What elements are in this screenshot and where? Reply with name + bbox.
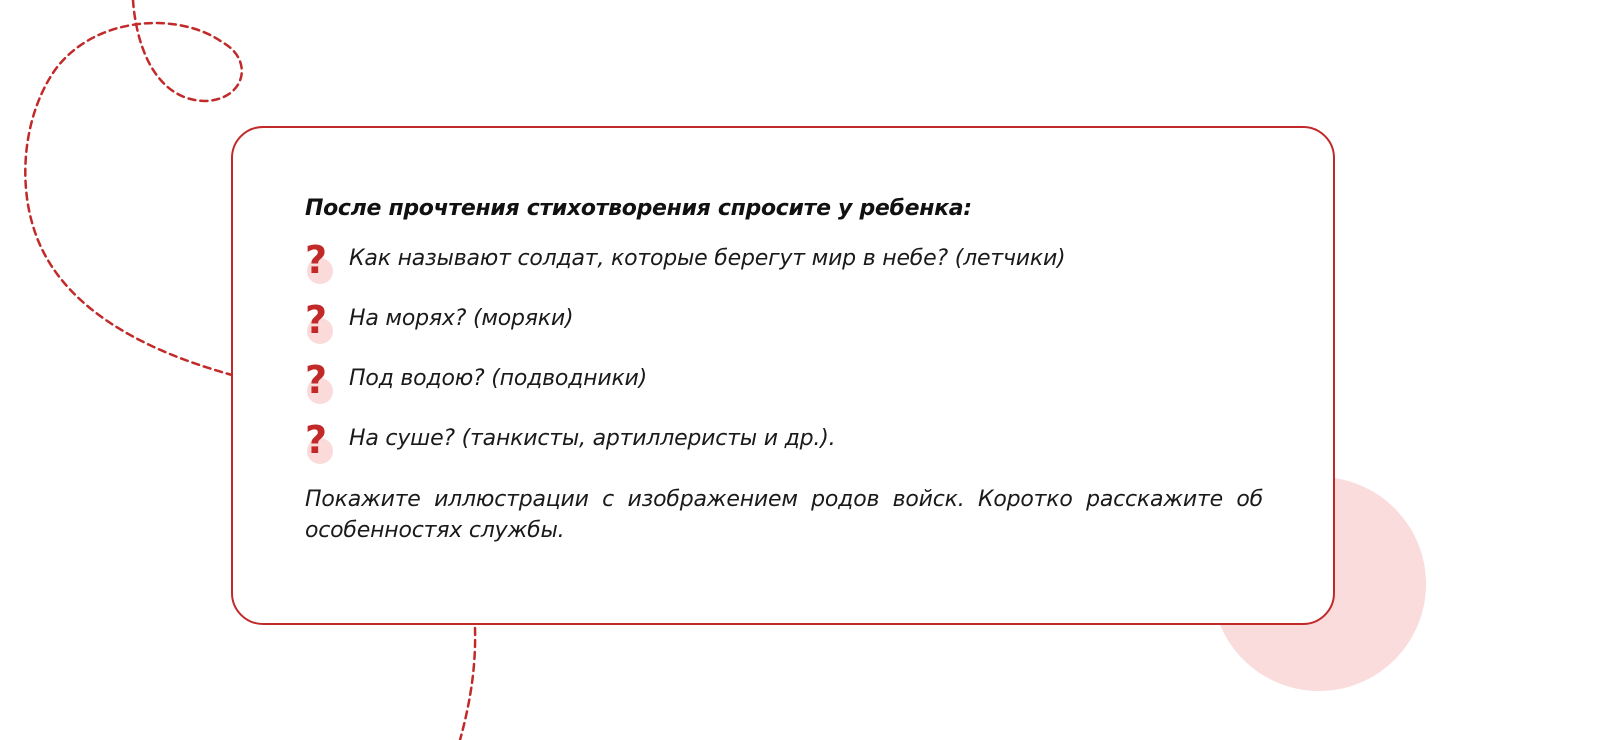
closing-paragraph: Покажите иллюстрации с изображением родов войск. Коротко расскажите об особенностях службы. (305, 487, 1263, 543)
question-text: Как называют солдат, которые берегут мир в небе? (летчики) (349, 246, 1066, 271)
card-content (305, 194, 1263, 568)
info-card (231, 126, 1335, 625)
question-mark-icon: ? (305, 244, 349, 284)
question-text: На суше? (танкисты, артиллеристы и др.). (349, 426, 836, 451)
question-item (305, 418, 1263, 484)
question-text: Под водою? (подводники) (349, 366, 648, 391)
question-item (305, 358, 1263, 424)
question-mark-icon: ? (305, 364, 349, 404)
question-mark-icon: ? (305, 304, 349, 344)
question-item (305, 298, 1263, 364)
question-list (305, 238, 1263, 484)
question-item (305, 238, 1263, 304)
question-text: На морях? (моряки) (349, 306, 574, 331)
question-mark-icon: ? (305, 424, 349, 464)
card-heading: После прочтения стихотворения спросите у ребенка: (305, 196, 972, 221)
